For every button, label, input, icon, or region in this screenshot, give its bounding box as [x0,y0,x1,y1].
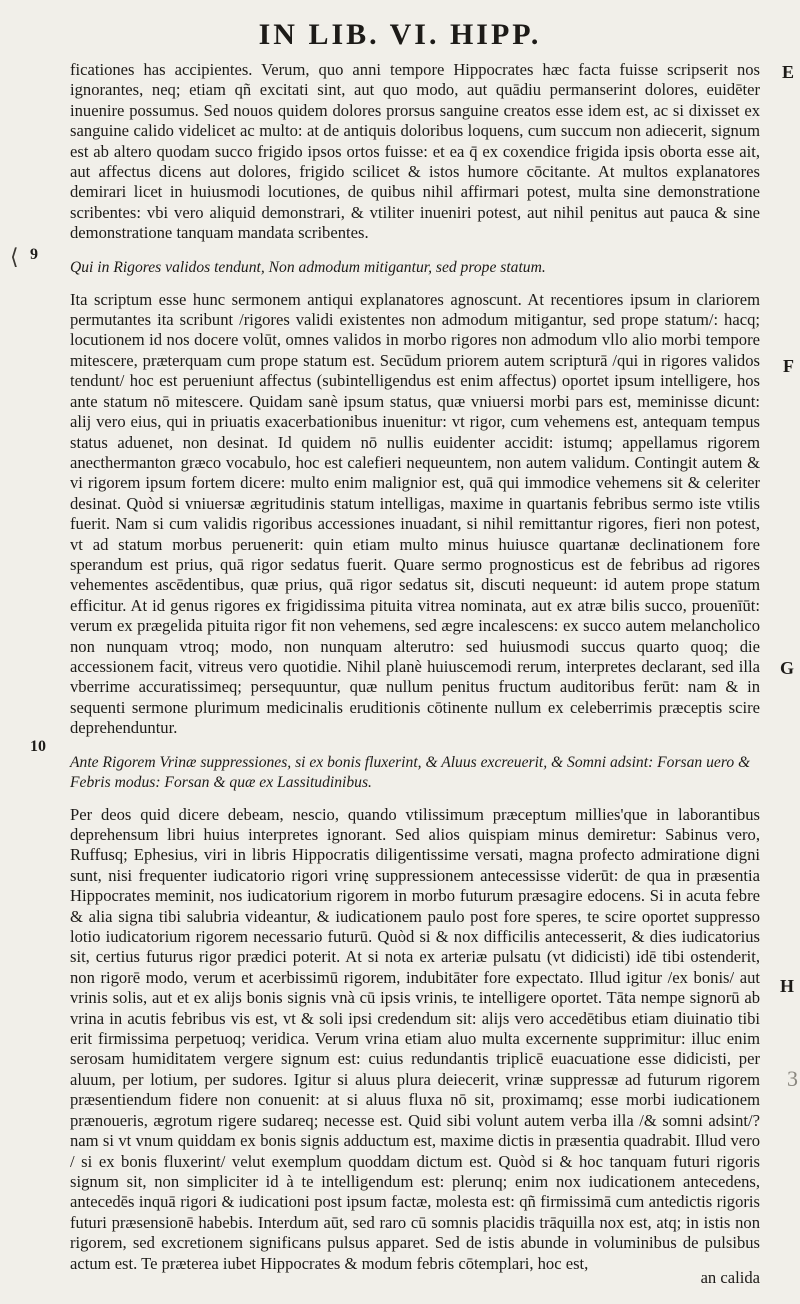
body-text [70,60,760,1274]
running-header: IN LIB. VI. HIPP. [258,18,542,51]
lemma-9: Qui in Rigores validos tendunt, Non admodum mitigantur, sed prope statum. [70,258,546,276]
margin-letter-g: G [779,658,794,678]
paragraph-commentary-3: Per deos quid dicere debeam, nescio, quando vtilissimum præceptum millies'que in laborantibus deprehensum libri huius interpretes ignorant. Sed alios quispiam minus demiretur: Sabinus vero, Ruffusq; Ephesius, viri in libris Hippocratis diligentissime versati, magna profecto admiratione digni sunt, nisi frequenter iudicatorio rigori vrinę suppressionem antecessisse viderūt: de qua in præsentia Hippocrates meminit, nos iudicatorium rigorem in morbo futurum præsagire edocens. Si in acuta febre & alia signa tibi salubria videantur, & iudicationem paulo post fore speres, te scire oportet suppresso lotio iudicatorium rigorem necessario futurū. Quòd si & nox difficilis antecesserit, & dies iudicatorius sit, certius futurus rigor prædici poterit. At si nota ex arteriæ pulsatu (vt didicisti) idē tibi ostenderit, non rigorē modo, verum et acerbissimū rigorem, indubitāter fore expectato. Illud igitur /ex bonis/ aut vrinis solis, aut et ex alijs bonis signis vnà cū ipsis vrinis, te intelligere oportet. Tāta nempe signorū ab vrina in acutis febribus vis est, vt & soli ipsi credendum sit: alijs vero accedētibus etiam diuinatio tibi erit firmissima perpetuoq; veridica. Verum vrina etiam aluo multa excernente supprimitur: illuc enim serosam humiditatem vergere signum est: cuius redundantis triplicē euacuatione esse didicisti, per aluum, per lotium, per sudores. Igitur si aluus plura deiecerit, vrinæ suppressæ ad futurum rigorem præsentiendum fidere non conuenit: at si aluus fluxa nō sit, proximamq; esse morbi iudicationem prænoueris, ægrotum rigere sudareq; necesse est. Quid sibi volunt autem verba illa /& somni adsint/? nam si vt vnum quiddam ex bonis signis adductum est, maxime dictis in præsentia quadrabit. Illud vero / si ex bonis fluxerint/ velut exemplum quoddam dictum est. Quòd si & hoc tanquam futuri rigoris signum sit, non simpliciter id à te intelligendum est: plerunq; enim nox iudicationem antecedens, antecedēs inquā rigori & iudicationi post ipsum factæ, molesta est: qñ firmissimā cum antedictis rigoris futuri præsensionē habebis. Interdum aūt, sed raro cū somnis placidis trāquilla nox est, atq; in istis non rigorem, sed excretionem significans pulsus apparet. Sed de istis abunde in voluminibus de pulsibus actum est. Te præterea iubet Hippocrates & modum febris cōtemplari, hoc est, [70,804,760,1273]
margin-bracket: ⟨ [10,244,19,269]
pencil-annotation: 3 [787,1066,798,1091]
margin-letter-e: E [781,62,794,82]
margin-letter-f: F [783,356,794,376]
margin-letter-h: H [779,976,794,996]
section-number-10: 10 [30,738,46,755]
catchword: an calida [700,1268,760,1287]
paragraph-commentary-2: Ita scriptum esse hunc sermonem antiqui explanatores agnoscunt. At recentiores ipsum in clariorem permutantes ita scribunt /rigores validi existentes non admodum mitigantur, sed prope statum/: hacq; locutionem id nos docere volūt, omnes validos in morbo rigores non admodum vllo alio morbi tempore mitescere, præterquam cum prope statum est. Secūdum priorem autem scripturā /qui in rigores validos tendunt/ hoc est perueniunt affectus (subintelligendus est enim affectus) oportet ipsum intelligere, hos ante statum nō mitescere. Quidam sanè ipsum status, quæ vniuersi morbi pars est, meminisse dicunt: alij vero eius, qui in priuatis exacerbationibus inuenitur: vt rigor, cum vehemens est, antequam tempus status aduenet, non desinat. Id quidem nō nullis euidenter accidit: istumq; appellamus rigorem anecthermanton græco vocabulo, hoc est calefieri nequeuntem, non autem validum. Contingit autem & vi rigorem ipsum fortem dicere: multo enim malignior est, quā qui immodice vehemens sit & celeriter desinat. Quòd si vniuersæ ægritudinis statum intelligas, maxime in quartanis febribus sermo iste vtilis fuerit. Nam si cum validis rigoribus accessiones inuadant, si nihil remittantur rigores, fieri non potest, vt ad statum morbus peruenerit: quin etiam multo minus huiusce quartanæ declinationem fore sperandum est prius, quā rigor sedatus fuerit. Quare sermo prognosticus est de febribus ad rigores vehementes ascēdentibus, quæ prius, quā rigor sedatus sit, discuti nequeunt: id autem prope statum efficitur. At id genus rigores ex frigidissima pituita vitrea nominata, aut ex atræ bilis succo, prouenīūt: verum ex prægelida pituita rigor fit non vehemens, sed ægre incalescens: ex succo autem melancholico non nunquam vtroq; modo, non nunquam alterutro: sed huiusmodi succus quarto quoq; die accessionem facit, vitreus vero quotidie. Nihil planè huiuscemodi rerum, interpretes declarant, sed illa vberrime accuratissimeq; persequuntur, quæ nullum penitus fructum auditoribus ferūt: nam & in sequenti sermone plurimum medicinalis eruditionis cōtinente nullum ex celeberrimis præceptis scire deprehenduntur. [70,289,760,738]
lemma-10: Ante Rigorem Vrinæ suppressiones, si ex bonis fluxerint, & Aluus excreuerit, & Somni adsint: Forsan uero & Febris modus: Forsan & quæ ex Lassitudinibus. [70,753,751,791]
section-number-9: 9 [30,246,38,263]
paragraph-commentary-1: ficationes has accipientes. Verum, quo anni tempore Hippocrates hæc facta fuisse scripserit nos ignorantes, neq; etiam qñ excitati sint, aut quo modo, aut quādiu permanserint dolores, euidēter inuenire possumus. Sed nouos quidem dolores prorsus sanguine creatos esse idem est, ac si dixisset ex sanguine calido videlicet ac multo: at de antiquis doloribus loquens, cum succum non adiecerit, signum est ab altero quodam succo frigido ipsos ortos fuisse: et ea q̄ ex coxendice frigida ipsis oborta esse ait, aut affectus dicens aut dolores, frigido scilicet & istos humore cōcitante. At multos explanatores demirari licet in huiusmodi locutiones, de quibus nihil affirmari potest, multa sine demonstratione scribentes: vbi vero aliquid demonstrari, & vtiliter inueniri potest, aut nihil penitus aut pauca & sine demonstratione tanquam mandata scribentes. [70,60,760,243]
